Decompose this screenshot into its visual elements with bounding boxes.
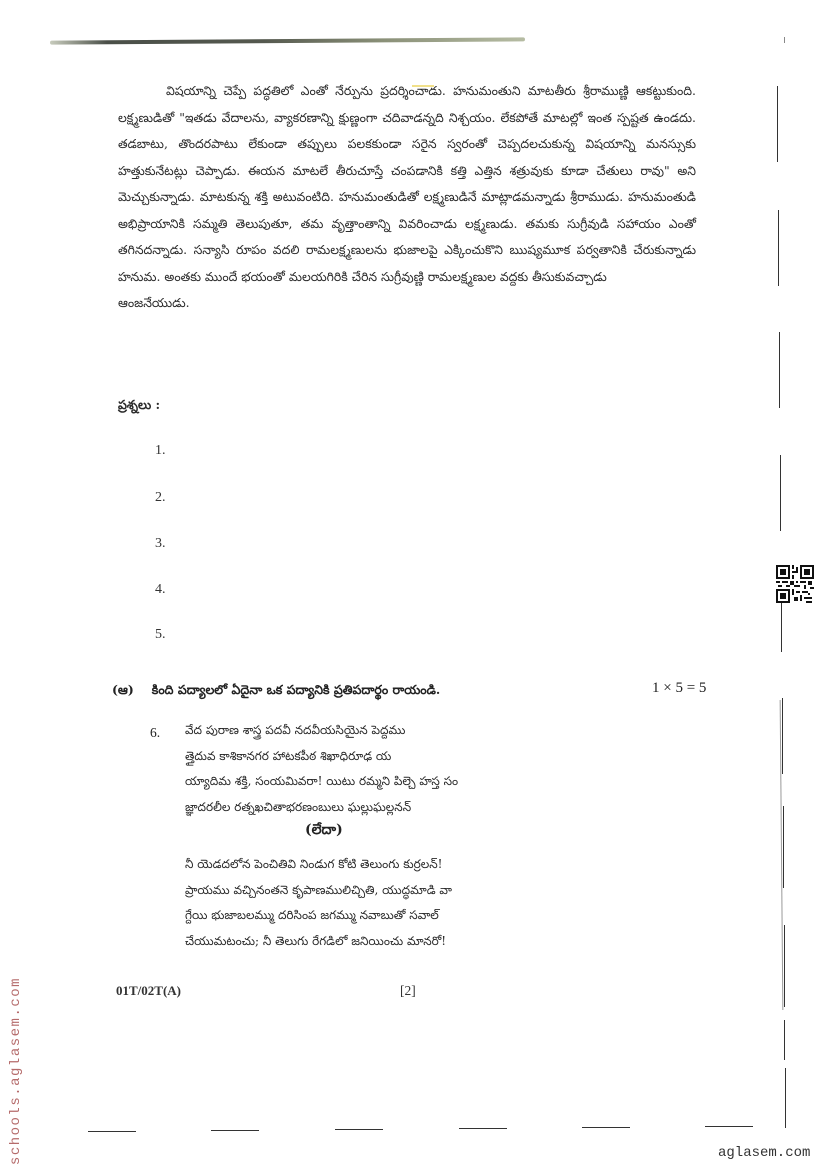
passage-line: విషయాన్ని చెప్పే పద్ధతిలో ఎంతో నేర్పును ప్రదర్శించాడు. హనుమంతుని మాటతీరు — [166, 83, 576, 98]
passage-line: శ్రీరాముడు. హనుమంతుడి అభిప్రాయానికి సమ్మతి తెలుపుతూ, తమ వృత్తాంతాన్ని — [118, 189, 696, 231]
margin-rule — [777, 86, 778, 162]
question-number: 4. — [155, 582, 166, 597]
margin-rule — [781, 602, 782, 652]
page-number: [2] — [400, 983, 416, 998]
blank-rule — [582, 1127, 630, 1128]
poem-line: గ్దేయి భుజాబలమ్ము దరిసింప జగమ్ము నవాబుతో సవాల్ — [185, 908, 439, 922]
blank-rule — [335, 1129, 383, 1130]
poem-line: య్యాదిమ శక్తి, సంయమివరా! యిటు రమ్మని పిల్చె హస్త సం — [185, 774, 459, 788]
passage-line: అంతకు ముందే భయంతో మలయగిరికి చేరిన సుగ్రీవుణ్ణి రామలక్ష్మణుల వద్దకు తీసుకువచ్చాడు — [164, 268, 607, 284]
scan-tick-mark — [784, 37, 785, 43]
marks-allocation: 1 × 5 = 5 — [652, 680, 707, 696]
question-number-6: 6. — [150, 725, 161, 740]
passage-text — [118, 78, 696, 317]
qr-code-icon — [776, 565, 814, 603]
margin-rule — [779, 332, 780, 408]
margin-rule — [778, 210, 779, 286]
passage-line: శ్రీరాముణ్ణి ఆకట్టుకుంది. లక్ష్మణుడితో "ఇతడు వేదాలను, వ్యాకరణాన్ని క్షుణ్ణంగా చదివాడన్నది — [118, 83, 696, 125]
passage-line: నిశ్చయం. లేకపోతే మాటల్లో ఇంత స్పష్టత ఉండదు. తడబాటు, తొందరపాటు లేకుండా తప్పులు — [118, 109, 696, 151]
poem-line: నీ యెడదలోన పెంచితివి నిండుగ కోటి తెలుంగు కుర్రలన్! — [185, 857, 443, 871]
paper-code: 01T/02T(A) — [116, 983, 181, 998]
or-separator: (లేదా) — [305, 822, 343, 838]
passage-line: పలకకుండా సరైన స్వరంతో చెప్పదలచుకున్న విషయాన్ని మనస్సుకు హత్తుకునేటట్లు చెప్పాడు. — [118, 136, 696, 178]
poem-2 — [185, 852, 452, 954]
margin-rule — [785, 1068, 786, 1128]
question-number: 5. — [155, 627, 166, 642]
section-instruction: కింది పద్యాలలో ఏదైనా ఒక పద్యానికి ప్రతిపదార్థం రాయండి. — [151, 682, 441, 697]
margin-rule — [783, 806, 784, 888]
bottom-watermark: aglasem.com — [718, 1145, 811, 1161]
blank-rule — [211, 1130, 259, 1131]
passage-line: వివరించాడు లక్ష్మణుడు. తమకు సుగ్రీవుడి సహాయం ఎంతో తగినదన్నాడు. సన్యాసి రూపం వదలి — [118, 215, 696, 257]
section-label: (ఆ) — [112, 682, 134, 697]
passage-line: రామలక్ష్మణులను భుజాలపై ఎక్కించుకొని ఋష్యమూక పర్వతానికి చేరుకున్నాడు హనుమ. — [118, 242, 696, 284]
poem-line: వేద పురాణ శాస్త్ర పదవీ నదవీయసియైన పెద్దము — [185, 723, 406, 737]
question-number: 3. — [155, 536, 166, 551]
passage-line: ఈయన మాటలే తీరుచూస్తే చంపడానికి కత్తి ఎత్తిన శత్రువుకు కూడా చేతులు రావు" అని — [247, 162, 696, 178]
margin-rule — [784, 925, 785, 1007]
margin-rule — [782, 698, 783, 774]
questions-heading: ప్రశ్నలు : — [118, 397, 161, 412]
side-watermark: schools.aglasem.com — [8, 976, 24, 1166]
blank-rule — [459, 1128, 507, 1129]
poem-line: ప్రాయము వచ్చినంతనె కృపాణములిచ్చితి, యుద్ధమాడి వా — [185, 882, 452, 897]
blank-rule — [88, 1131, 136, 1132]
poem-line: చేయుమటంచు; నీ తెలుగు రేగడిలో జనియించు మానరో! — [185, 933, 447, 948]
section-b-heading — [112, 682, 712, 701]
margin-rule — [780, 455, 781, 531]
question-number: 1. — [155, 443, 166, 458]
passage-line: ఆంజనేయుడు. — [118, 295, 190, 310]
poem-line: త్తైదువ కాశికానగర హాటకపీఠ శిఖాధిరూఢ య — [185, 748, 392, 763]
poem-1 — [185, 718, 458, 820]
blank-rule — [705, 1126, 753, 1127]
scan-top-rule — [50, 37, 525, 44]
poem-line: జ్ఞాదరలీల రత్నఖచితాభరణంబులు ఘల్లుఘల్లనన్ — [185, 799, 412, 814]
margin-rule — [784, 1020, 785, 1060]
passage-line: మెచ్చుకున్నాడు. మాటకున్న శక్తి అటువంటిది. హనుమంతుడితో లక్ష్మణుడినే మాట్లాడమన్నాడు — [118, 189, 566, 204]
question-number: 2. — [155, 490, 166, 505]
